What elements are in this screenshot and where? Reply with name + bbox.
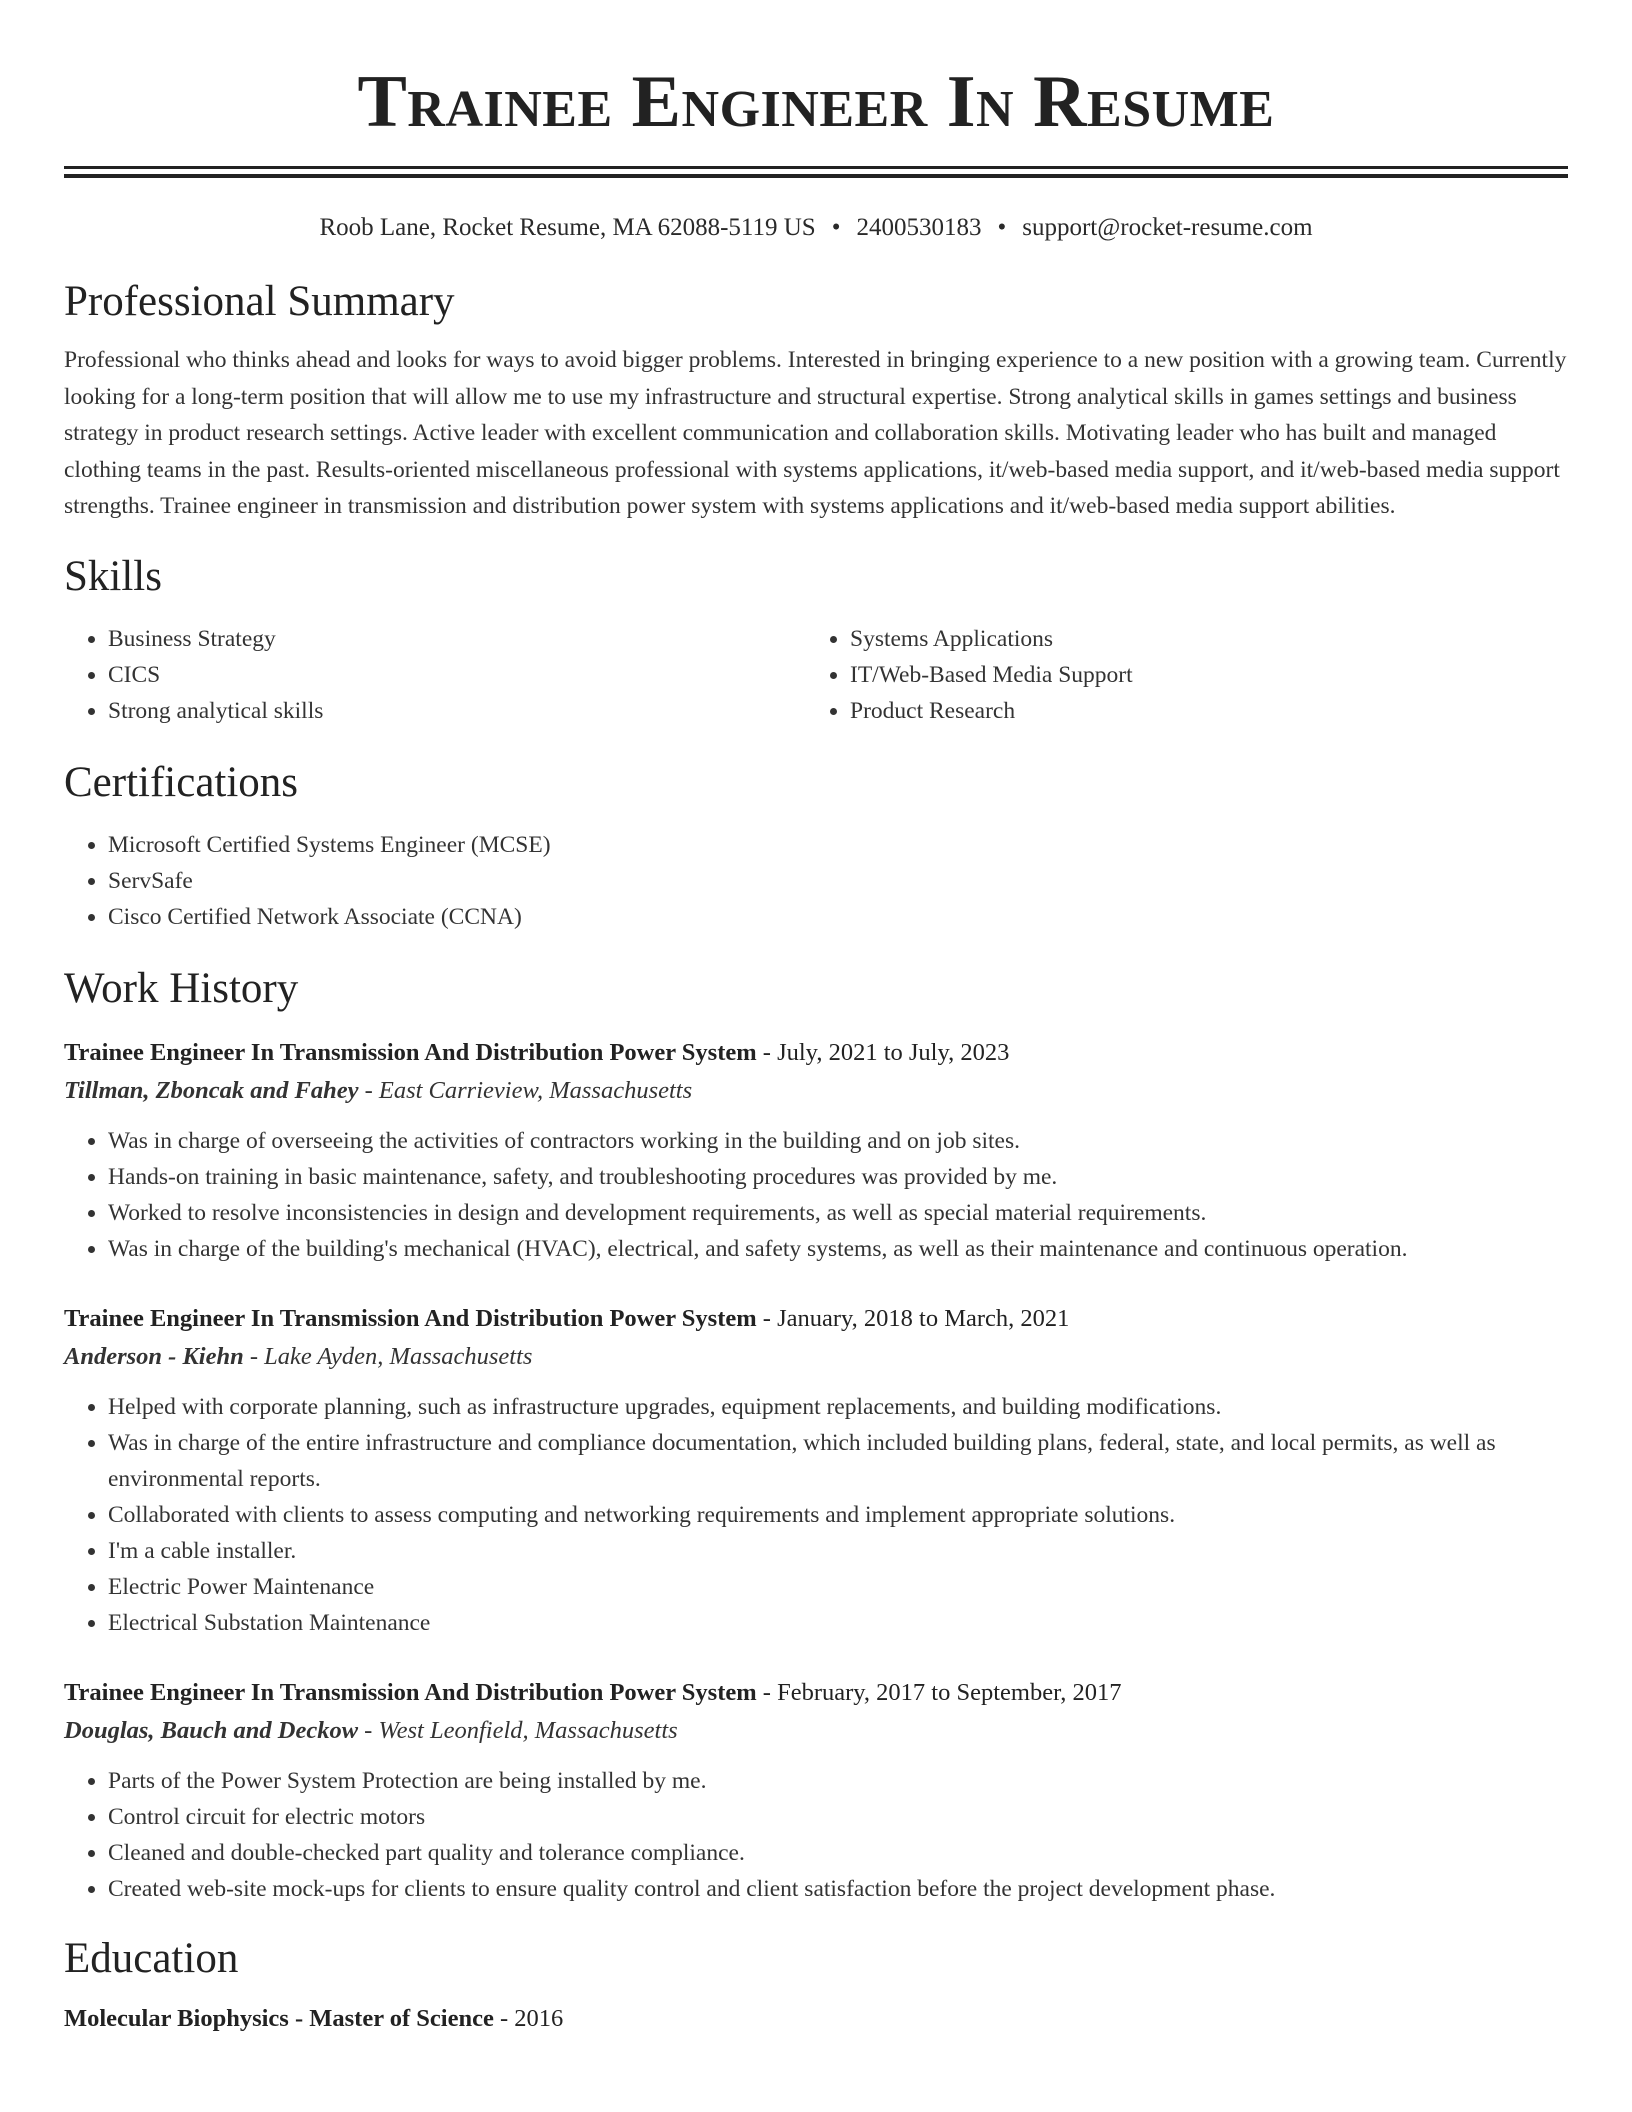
education-heading: Education xyxy=(64,1934,239,1982)
skill-item: • Systems Applications xyxy=(850,621,1568,657)
education-degree: Master of Science xyxy=(309,2004,494,2032)
education-field: Molecular Biophysics xyxy=(64,2004,289,2032)
education-year: - 2016 xyxy=(493,2004,564,2032)
contact-separator: • xyxy=(831,214,841,241)
job-location: - West Leonfield, Massachusetts xyxy=(358,1716,678,1744)
job-bullet: • I'm a cable installer. xyxy=(108,1533,1568,1569)
education-entry xyxy=(64,2001,1568,2037)
work-history-heading: Work History xyxy=(64,964,299,1012)
skills-heading: Skills xyxy=(64,552,162,600)
contact-line xyxy=(64,212,1568,244)
job-bullet: • Worked to resolve inconsistencies in design and development requirements, as well as special material requirements. xyxy=(108,1195,1568,1231)
skills-list-right xyxy=(806,621,1568,729)
job-bullet: • Electrical Substation Maintenance xyxy=(108,1605,1568,1641)
skill-item: • Business Strategy xyxy=(108,621,806,657)
job-dates: - January, 2018 to March, 2021 xyxy=(756,1304,1070,1332)
skill-item: • Strong analytical skills xyxy=(108,693,806,729)
job-entry xyxy=(64,1035,1568,1267)
job-bullet: • Cleaned and double-checked part quality and tolerance compliance. xyxy=(108,1835,1568,1871)
job-bullet: • Electric Power Maintenance xyxy=(108,1569,1568,1605)
job-company: Douglas, Bauch and Deckow xyxy=(64,1716,359,1744)
job-role: Trainee Engineer In Transmission And Distribution Power System xyxy=(64,1304,757,1332)
summary-heading: Professional Summary xyxy=(64,278,455,325)
skill-item: • CICS xyxy=(108,657,806,693)
job-title-line xyxy=(64,1675,1568,1711)
title-rule-bottom xyxy=(64,174,1568,178)
job-company: Anderson - Kiehn xyxy=(64,1342,244,1370)
job-bullet: • Was in charge of the building's mechanical (HVAC), electrical, and safety systems, as well as their maintenance and continuous operation. xyxy=(108,1231,1568,1267)
certifications-heading: Certifications xyxy=(64,758,299,806)
job-bullets xyxy=(64,1763,1568,1907)
summary-text: Professional who thinks ahead and looks for ways to avoid bigger problems. Interested in bringing experience to a new position with a growing team. Currently looking for a long-term position that will allow me to use my infrastructure and structural expertise. Strong analytical skills in games settings and business strategy in product research settings. Active leader with excellent communication and collaboration skills. Motivating leader who has built and managed clothing teams in the past. Results-oriented miscellaneous professional with systems applications, it/web-based media support, and it/web-based media support strengths. Trainee engineer in transmission and distribution power system with systems applications and it/web-based media support abilities. xyxy=(64,347,1567,519)
certification-item: • Cisco Certified Network Associate (CCNA) xyxy=(108,899,1568,935)
job-bullets xyxy=(64,1123,1568,1267)
job-bullet: • Collaborated with clients to assess computing and networking requirements and implement appropriate solutions. xyxy=(108,1497,1568,1533)
contact-email: support@rocket-resume.com xyxy=(1022,214,1313,241)
certification-item: • Microsoft Certified Systems Engineer (MCSE) xyxy=(108,827,1568,863)
job-location: - Lake Ayden, Massachusetts xyxy=(243,1342,533,1370)
contact-separator: • xyxy=(997,214,1007,241)
job-bullets xyxy=(64,1389,1568,1641)
skills-list-left xyxy=(64,621,806,729)
job-dates: - February, 2017 to September, 2017 xyxy=(756,1678,1122,1706)
job-company-line xyxy=(64,1337,1568,1377)
job-bullet: • Was in charge of overseeing the activities of contractors working in the building and on job sites. xyxy=(108,1123,1568,1159)
job-title-line xyxy=(64,1035,1568,1071)
certifications-list xyxy=(64,827,1568,935)
job-bullet: • Hands-on training in basic maintenance, safety, and troubleshooting procedures was provided by me. xyxy=(108,1159,1568,1195)
title-rule-top xyxy=(64,166,1568,169)
job-dates: - July, 2021 to July, 2023 xyxy=(756,1038,1010,1066)
job-bullet: • Helped with corporate planning, such as infrastructure upgrades, equipment replacements, and building modifications. xyxy=(108,1389,1568,1425)
job-location: - East Carrieview, Massachusetts xyxy=(358,1076,693,1104)
job-role: Trainee Engineer In Transmission And Distribution Power System xyxy=(64,1038,757,1066)
job-bullet: • Control circuit for electric motors xyxy=(108,1799,1568,1835)
education-separator: - xyxy=(288,2004,310,2032)
job-company-line xyxy=(64,1071,1568,1111)
job-company-line xyxy=(64,1711,1568,1751)
job-entry xyxy=(64,1675,1568,1907)
contact-phone: 2400530183 xyxy=(856,214,982,241)
contact-address: Roob Lane, Rocket Resume, MA 62088-5119 US xyxy=(319,214,816,241)
skill-item: • Product Research xyxy=(850,693,1568,729)
skill-item: • IT/Web-Based Media Support xyxy=(850,657,1568,693)
job-bullet: • Parts of the Power System Protection are being installed by me. xyxy=(108,1763,1568,1799)
job-title-line xyxy=(64,1301,1568,1337)
job-bullet: • Created web-site mock-ups for clients to ensure quality control and client satisfaction before the project development phase. xyxy=(108,1871,1568,1907)
job-role: Trainee Engineer In Transmission And Distribution Power System xyxy=(64,1678,757,1706)
job-company: Tillman, Zboncak and Fahey xyxy=(64,1076,359,1104)
skills-grid xyxy=(64,621,1568,729)
certification-item: • ServSafe xyxy=(108,863,1568,899)
job-entry xyxy=(64,1301,1568,1641)
resume-title: Trainee Engineer In Resume xyxy=(357,61,1275,143)
job-bullet: • Was in charge of the entire infrastructure and compliance documentation, which included building plans, federal, state, and local permits, as well as environmental reports. xyxy=(108,1425,1568,1497)
